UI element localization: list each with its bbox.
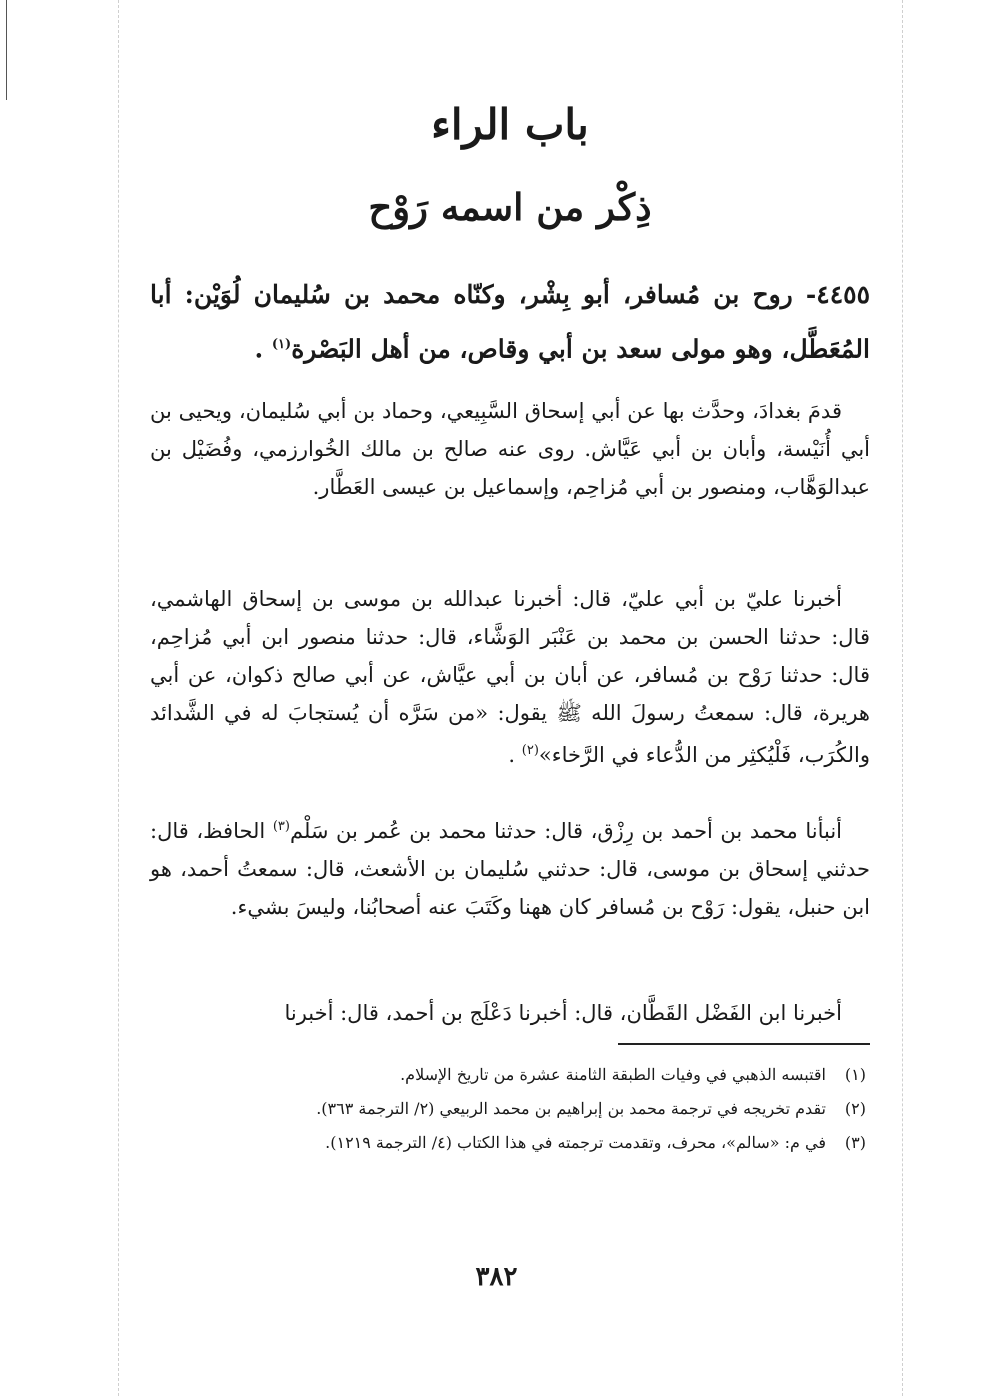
footnote-ref-3[interactable]: (٣) (272, 819, 290, 834)
footnote-ref-1[interactable]: (١) (271, 337, 292, 352)
paragraph-hadith (150, 580, 870, 774)
right-margin-guide (902, 0, 903, 1396)
footnote-number: (٣) (844, 1133, 866, 1152)
footnote-2 (150, 1092, 866, 1126)
page-number: ٣٨٢ (475, 1262, 518, 1292)
paragraph-continued-text: أخبرنا ابن الفَضْل القَطَّان، قال: أخبرنا دَعْلَج بن أحمد، قال: أخبرنا (284, 1001, 842, 1025)
entry-heading-end: . (254, 334, 272, 364)
footnote-3 (150, 1126, 866, 1160)
paragraph-ibn-hanbal-start: أنبأنا محمد بن أحمد بن رِزْق، قال: حدثنا محمد بن عُمر بن سَلْم (289, 819, 842, 843)
footnote-divider (618, 1043, 870, 1045)
paragraph-ibn-hanbal-rest: الحافظ، قال: حدثني إسحاق بن موسى، قال: حدثني سُليمان بن الأشعث، قال: سمعتُ أحمد، هو ابن حنبل، يقول: رَوْح بن مُسافر كان ههنا وكَتَبَ عنه أصحابُنا، وليسَ بشيء. (150, 819, 870, 919)
paragraph-continued (150, 994, 870, 1032)
section-title: ذِكْر من اسمه رَوْح (368, 185, 652, 229)
entry-number: ٤٤٥٥ (816, 280, 870, 309)
footnote-1 (150, 1058, 866, 1092)
footnote-text: تقدم تخريجه في ترجمة محمد بن إبراهيم بن محمد الربيعي (٢/ الترجمة ٣٦٣). (316, 1099, 826, 1118)
entry-heading-text: - روح بن مُسافر، أبو بِشْر، وكنّاه محمد بن سُليمان لُوَيْن: أبا المُعَطَّل، وهو مولى سعد بن أبي وقاص، من أهل البَصْرة (150, 280, 870, 364)
footnote-text: في م: «سالم»، محرف، وتقدمت ترجمته في هذا الكتاب (٤/ الترجمة ١٢١٩). (325, 1133, 826, 1152)
footnote-number: (٢) (844, 1099, 866, 1118)
chapter-title: باب الراء (431, 100, 589, 149)
scan-edge-line (6, 0, 7, 100)
paragraph-biography-text: قدمَ بغدادَ، وحدَّث بها عن أبي إسحاق السَّبِيعي، وحماد بن أبي سُليمان، ويحيى بن أبي أُنَيْسة، وأبان بن أبي عَيَّاش. روى عنه صالح بن مالك الخُوارزمي، وفُضَيْل بن عبدالوَهَّاب، ومنصور بن أبي مُزاحِم، وإسماعيل بن عيسى العَطَّار. (150, 399, 870, 499)
footnote-number: (١) (844, 1065, 866, 1084)
footnote-text: اقتبسه الذهبي في وفيات الطبقة الثامنة عشرة من تاريخ الإسلام. (400, 1065, 826, 1084)
paragraph-biography (150, 392, 870, 506)
footnotes (150, 1058, 866, 1160)
footnote-ref-2[interactable]: (٢) (521, 743, 539, 758)
paragraph-ibn-hanbal (150, 808, 870, 926)
paragraph-hadith-text: أخبرنا عليّ بن أبي عليّ، قال: أخبرنا عبدالله بن موسى بن إسحاق الهاشمي، قال: حدثنا الحسن بن محمد بن عَنْبَر الوَشَّاء، قال: حدثنا منصور ابن أبي مُزاحِم، قال: حدثنا رَوْح بن مُسافر، عن أبان بن أبي عيَّاش، عن أبي صالح ذكوان، عن أبي هريرة، قال: سمعتُ رسولَ الله ﷺ يقول: «من سَرَّه أن يُستجابَ له في الشَّدائد والكُرَب، فَلْيُكثِر من الدُّعاء في الرَّخاء» (150, 587, 870, 767)
paragraph-hadith-end: . (508, 743, 522, 767)
entry-heading (150, 270, 870, 374)
left-margin-guide (118, 0, 119, 1396)
